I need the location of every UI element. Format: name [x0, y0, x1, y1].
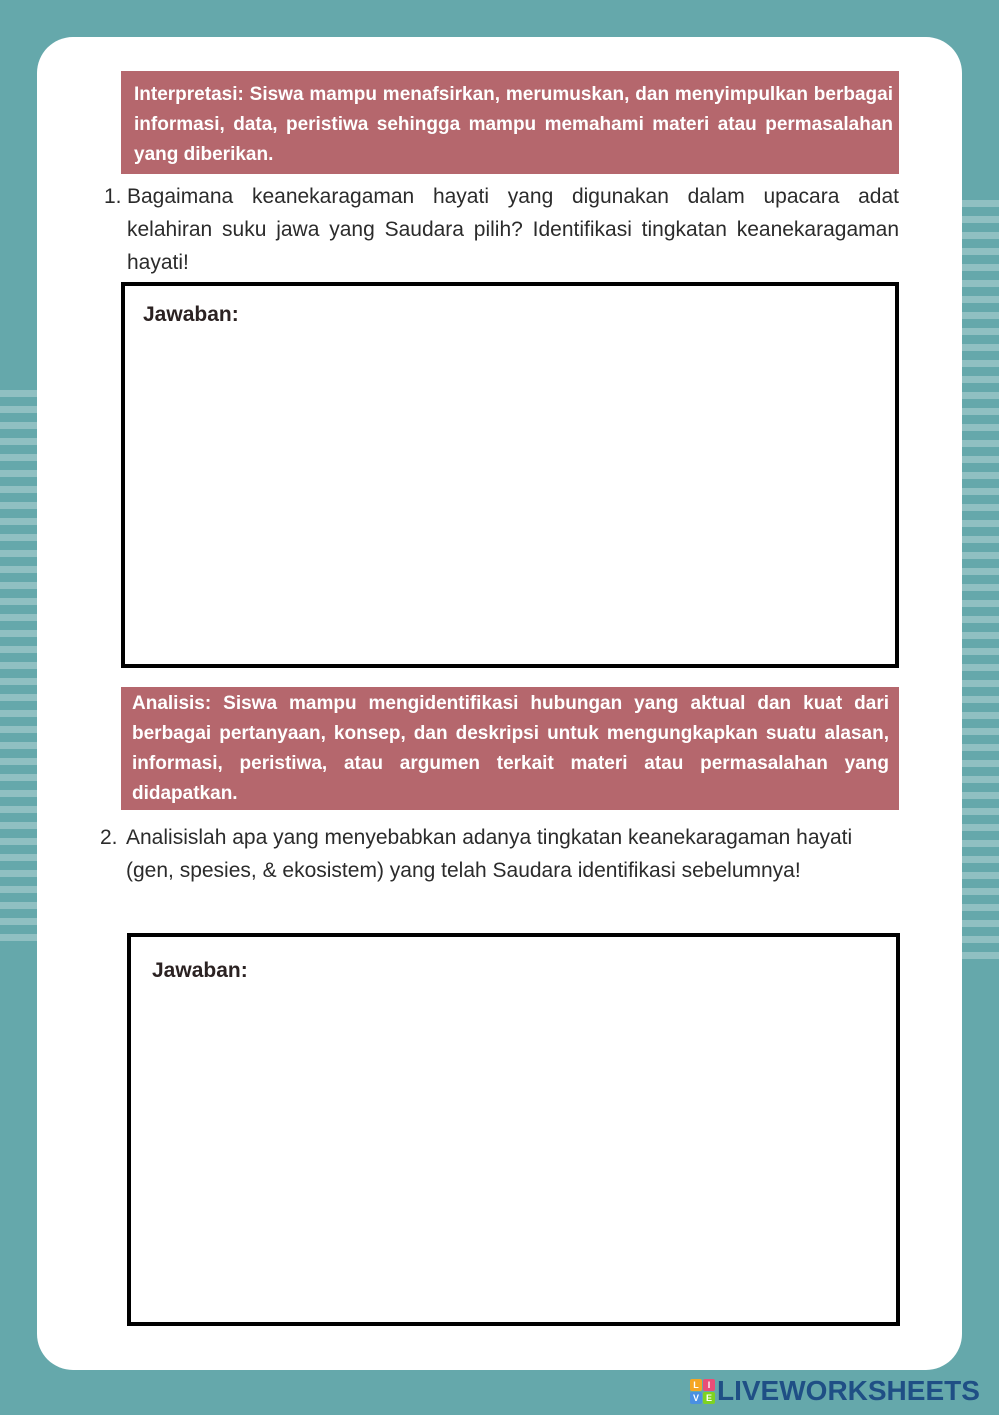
logo-letter-l: L	[690, 1379, 702, 1391]
answer-box-2[interactable]	[127, 933, 900, 1326]
question-2-text: Analisislah apa yang menyebabkan adanya tingkatan keanekaragaman hayati (gen, spesies, & ekosistem) yang telah Saudara identifikasi sebelumnya!	[126, 826, 853, 882]
question-2	[100, 821, 890, 887]
answer-input-2[interactable]	[147, 997, 880, 1306]
brand-name: LIVEWORKSHEETS	[717, 1375, 980, 1406]
question-1-number: 1.	[104, 185, 122, 208]
answer-label-1: Jawaban:	[143, 303, 239, 326]
liveworksheets-logo-icon	[690, 1379, 715, 1404]
left-stripe-decoration	[0, 390, 40, 950]
answer-label-2: Jawaban:	[152, 959, 248, 982]
analisis-banner: Analisis: Siswa mampu mengidentifikasi hubungan yang aktual dan kuat dari berbagai pertanyaan, konsep, dan deskripsi untuk mengungkapkan suatu alasan, informasi, peristiwa, atau argumen terkait materi atau permasalahan yang didapatkan.	[121, 687, 899, 810]
logo-letter-i: I	[703, 1379, 715, 1391]
answer-input-1[interactable]	[141, 346, 879, 648]
logo-letter-v: V	[690, 1392, 702, 1404]
liveworksheets-brand[interactable]	[690, 1374, 980, 1408]
answer-box-1[interactable]	[121, 282, 899, 668]
logo-letter-e: E	[703, 1392, 715, 1404]
question-2-number: 2.	[100, 826, 118, 849]
interpretasi-banner: Interpretasi: Siswa mampu menafsirkan, merumuskan, dan menyimpulkan berbagai informasi, data, peristiwa sehingga mampu memahami materi atau permasalahan yang diberikan.	[121, 71, 899, 174]
question-1-text: Bagaimana keanekaragaman hayati yang digunakan dalam upacara adat kelahiran suku jawa yang Saudara pilih? Identifikasi tingkatan keanekaragaman hayati!	[127, 185, 899, 274]
question-1	[104, 180, 899, 279]
